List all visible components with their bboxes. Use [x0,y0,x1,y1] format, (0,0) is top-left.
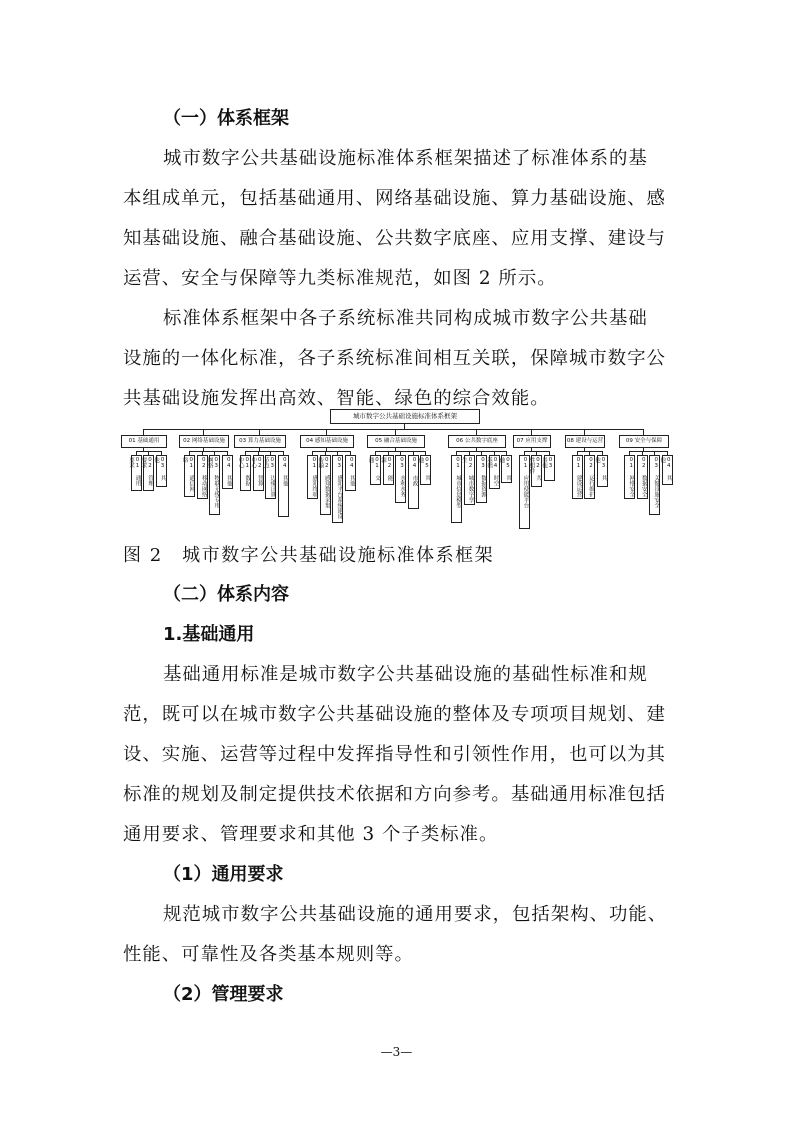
connector-line [531,447,532,451]
heading-system-content: （二）体系内容 [163,584,289,605]
subcategory-box: 01 应用使能平台 [519,455,530,529]
subcategory-box: 01 数据中心 [240,455,251,491]
category-box: 02 网络基础设施 [179,435,229,448]
text-line: 范，既可以在城市数字公共基础设施的整体及专项项目规划、建 [123,704,666,725]
subcategory-box: 04 其他 [662,455,673,485]
subcategory-box: 03 关键设施安全 [649,455,660,515]
framework-diagram [117,405,687,543]
text-line: 通用要求、管理要求和其他 3 个子类标准。 [123,824,499,845]
subcategory-box: 02 感知数据采集传输 [320,455,331,515]
connector-line [189,451,227,452]
category-box: 08 建设与运营 [565,435,605,448]
text-line: 设、实施、运营等过程中发挥指导性和引领性作用，也可以为其 [123,744,666,765]
subcategory-box: 02 移动网络 [197,455,208,499]
category-box: 04 感知基础设施 [300,435,354,448]
text-line: 本组成单元，包括基础通用、网络基础设施、算力基础设施、感 [123,188,666,209]
text-line: 标准体系框架中各子系统标准共同构成城市数字公共基础 [163,308,648,329]
category-box: 09 安全与保障 [619,435,669,448]
connector-line [395,447,396,451]
subcategory-box: 02 城市数字孪生 [464,455,475,505]
connector-line [326,447,327,451]
category-box: 06 公共数字底座 [448,435,506,448]
connector-line [584,447,585,451]
subcategory-box: 01 网络安全 [624,455,635,499]
subcategory-box: 04 其他 [222,455,233,489]
subcategory-box: 01 通用要求 [131,455,142,491]
subcategory-box: 04 时空基础 [489,455,500,489]
subcategory-box: 03 数据资源 [476,455,487,503]
figure-caption: 图 2 城市数字公共基础设施标准体系框架 [123,545,495,566]
text-line: 运营、安全与保障等九类标准规范，如图 2 所示。 [123,268,557,289]
subcategory-box: 03 其他 [544,455,555,481]
subcategory-box: 02 智算中心 [253,455,264,491]
subcategory-box: 02 管理要求 [143,455,154,491]
subcategory-box: 01 感知终端 [307,455,318,499]
category-box: 05 融合基础设施 [367,435,425,448]
category-box: 03 算力基础设施 [234,435,286,448]
subcategory-box: 03 其他 [597,455,608,487]
subcategory-box: 05 其他 [420,455,431,485]
text-line: 规范城市数字公共基础设施的通用要求，包括架构、功能、 [163,904,668,925]
page-number: —3— [380,1045,413,1059]
heading-general-requirements: （1）通用要求 [163,864,284,885]
subcategory-box: 01 通信网络 [184,455,195,497]
subcategory-box: 01 建设运营 [572,455,583,499]
heading-basic-general: 1.基础通用 [163,624,255,645]
subcategory-box: 03 边缘计算节点 [262,457,276,497]
connector-line [259,447,260,451]
connector-line [643,447,644,451]
connector-line [203,447,204,451]
text-line: 共基础设施发挥出高效、智能、绿色的综合效能。 [123,388,550,409]
subcategory-box: 01 城市信息模型 [451,455,462,523]
connector-line [245,451,283,452]
text-line: 标准的规划及制定提供技术依据和方向参考。基础通用标准包括 [123,784,666,805]
text-line: 设施的一体化标准，各子系统标准间相互关联，保障城市数字公 [123,348,666,369]
subcategory-box: 02 能源 [383,455,394,485]
subcategory-box: 02 共性组件 [531,455,542,487]
diagram-root-box: 城市数字公共基础设施标准体系框架 [330,409,480,424]
subcategory-box: 02 数据安全 [637,455,648,499]
text-line: 知基础设施、融合基础设施、公共数字底座、应用支撑、建设与 [123,228,666,249]
subcategory-box: 03 物联无线专用网络 [209,455,220,515]
category-box: 01 基础通用 [121,435,167,448]
subcategory-box: 01 交通 [370,455,381,485]
connector-line [143,429,643,430]
text-line: 性能、可靠性及各类基本规则等。 [123,944,414,965]
subcategory-box: 04 其他 [345,455,356,491]
subcategory-box: 03 其他 [156,455,167,487]
text-line: 城市数字公共基础设施标准体系框架描述了标准体系的基 [163,148,648,169]
subcategory-box: 03 感知平台系统建设 [332,455,343,523]
subcategory-box: 02 运行维护 [584,455,595,499]
subcategory-box: 05 其他 [501,455,512,483]
heading-system-framework: （一）体系框架 [163,108,289,129]
category-box: 07 应用支撑 [513,435,551,448]
subcategory-box: 04 其他 [278,455,289,517]
connector-line [312,451,350,452]
connector-line [476,447,477,451]
heading-management-requirements: （2）管理要求 [163,984,284,1005]
connector-line [629,451,667,452]
connector-line [143,447,144,451]
subcategory-box: 04 市政 [408,455,419,509]
text-line: 基础通用标准是城市数字公共基础设施的基础性标准和规 [163,664,648,685]
subcategory-box: 03 水利水务 [395,455,406,503]
